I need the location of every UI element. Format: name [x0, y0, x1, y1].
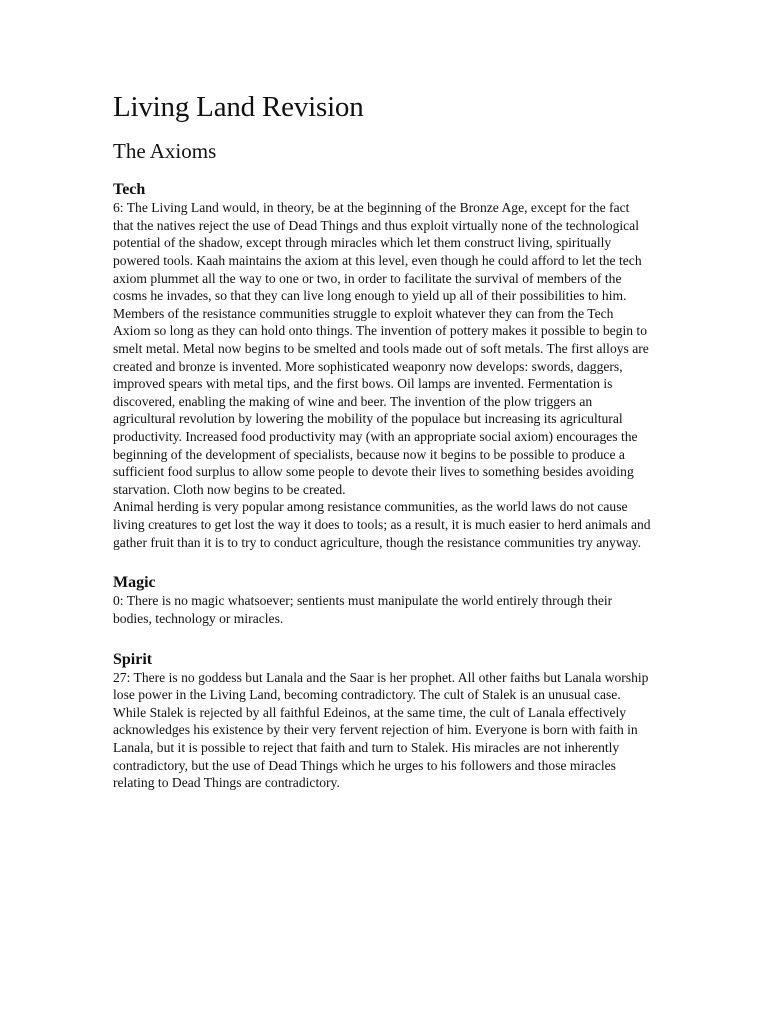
document-page — [113, 92, 653, 814]
section-tech — [113, 180, 653, 551]
section-heading: Magic — [113, 574, 156, 592]
paragraph: 0: There is no magic whatsoever; sentients must manipulate the world entirely through their bodies, technology or miracles. — [113, 593, 613, 626]
document-subtitle: The Axioms — [113, 138, 217, 163]
section-heading: Tech — [113, 181, 146, 199]
paragraph: 6: The Living Land would, in theory, be at the beginning of the Bronze Age, except for the fact that the natives reject the use of Dead Things and thus exploit virtually none of the technological potential of the shadow, except through miracles which let them construct living, spiritually powered tools. Kaah maintains the axiom at this level, even though he could afford to let the tech axiom plummet all the way to one or two, in order to facilitate the survival of members of the cosms he invades, so that they can live long enough to yield up all of their possibilities to him. — [113, 200, 642, 304]
section-heading: Spirit — [113, 650, 153, 668]
section-magic — [113, 573, 653, 627]
document-title: Living Land Revision — [113, 91, 364, 123]
paragraph: Animal herding is very popular among resistance communities, as the world laws do not cause living creatures to get lost the way it does to tools; as a result, it is much easier to herd animals and gather fruit than it is to try to conduct agriculture, though the resistance communities try anyway. — [113, 499, 651, 550]
paragraph: Members of the resistance communities struggle to exploit whatever they can from the Tech Axiom so long as they can hold onto things. The invention of pottery makes it possible to begin to smelt metal. Metal now begins to be smelted and tools made out of soft metals. The first alloys are created and bronze is invented. More sophisticated weaponry now develops: swords, daggers, improved spears with metal tips, and the first bows. Oil lamps are invented. Fermentation is discovered, enabling the making of wine and beer. The invention of the plow triggers an agricultural revolution by lowering the mobility of the populace but increasing its agricultural productivity. Increased food productivity may (with an appropriate social axiom) encourages the beginning of the development of specialists, because now it begins to be possible to produce a sufficient food surplus to allow some people to devote their lives to something besides avoiding starvation. Cloth now begins to be created. — [113, 305, 649, 497]
paragraph: 27: There is no goddess but Lanala and the Saar is her prophet. All other faiths but Lanala worship lose power in the Living Land, becoming contradictory. The cult of Stalek is an unusual case. While Stalek is rejected by all faithful Edeinos, at the same time, the cult of Lanala effectively acknowledges his existence by their very fervent rejection of him. Everyone is born with faith in Lanala, but it is possible to reject that faith and turn to Stalek. His miracles are not inherently contradictory, but the use of Dead Things which he urges to his followers and those miracles relating to Dead Things are contradictory. — [113, 669, 649, 791]
section-spirit — [113, 650, 653, 792]
